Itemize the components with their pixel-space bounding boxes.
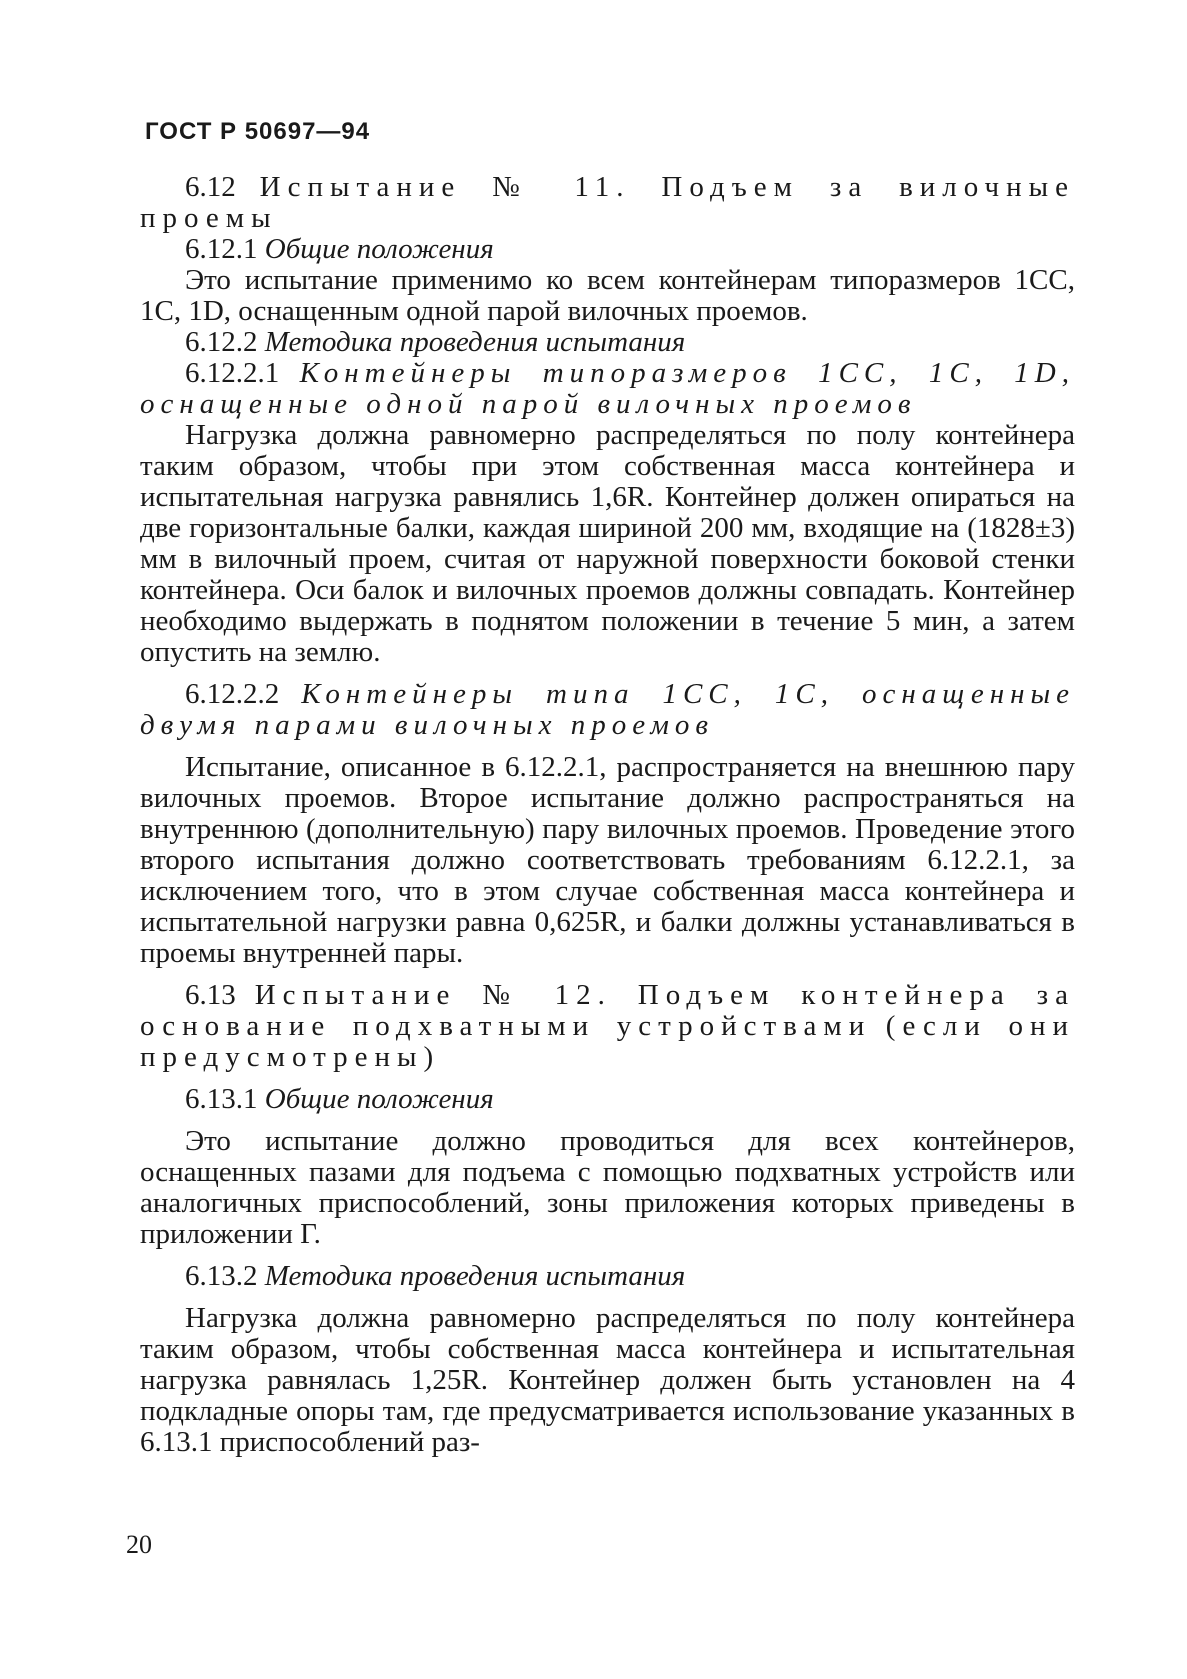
section-6-13-1-text: Это испытание должно проводиться для всех контейнеров, оснащенных пазами для подъема с помощью подхватных устройств или аналогичных приспособлений, зоны приложения которых приведены в приложении Г. bbox=[140, 1125, 1075, 1250]
section-6-12-2-1-text: Нагрузка должна равномерно распределяться по полу контейнера таким образом, чтобы при этом собственная масса контейнера и испытательная нагрузка равнялись 1,6R. Контейнер должен опираться на две горизонтальные балки, каждая шириной 200 мм, входящие на (1828±3) мм в вилочный проем, считая от наружной поверхности боковой стенки контейнера. Оси балок и вилочных проемов должны совпадать. Контейнер необходимо выдержать в поднятом положении в течение 5 мин, а затем опустить на землю. bbox=[140, 419, 1075, 668]
section-6-13-heading bbox=[140, 980, 1075, 1073]
section-title: Испытание № 11. Подъем за вилочные проемы bbox=[140, 171, 1075, 234]
section-number: 6.12 bbox=[185, 171, 236, 203]
section-title: Общие положения bbox=[264, 1083, 494, 1115]
section-6-13-2-text: Нагрузка должна равномерно распределяться по полу контейнера таким образом, чтобы собственная масса контейнера и испытательная нагрузка равнялась 1,25R. Контейнер должен быть установлен на 4 подкладные опоры там, где предусматривается использование указанных в 6.13.1 приспособлений раз- bbox=[140, 1302, 1075, 1458]
section-title: Общие положения bbox=[264, 233, 494, 265]
section-number: 6.13 bbox=[185, 979, 236, 1011]
section-number: 6.12.2 bbox=[185, 326, 258, 358]
section-title: Испытание № 12. Подъем контейнера за основание подхватными устройствами bbox=[140, 979, 1076, 1042]
section-title: Контейнеры типоразмеров 1CC, 1C, 1D, оснащенные одной парой вилочных проемов bbox=[140, 357, 1075, 420]
section-6-12-2-2-text: Испытание, описанное в 6.12.2.1, распространяется на внешнюю пару вилочных проемов. Второе испытание должно распространяться на внутреннюю (дополнительную) пару вилочных проемов. Проведение этого второго испытания должно соответствовать требованиям 6.12.2.1, за исключением того, что в этом случае собственная масса контейнера и испытательной нагрузки равна 0,625R, и балки должны устанавливаться в проемы внутренней пары. bbox=[140, 751, 1075, 969]
section-number: 6.13.2 bbox=[185, 1260, 258, 1292]
section-6-12-heading bbox=[140, 172, 1075, 234]
document-header: ГОСТ Р 50697—94 bbox=[145, 118, 371, 145]
document-body bbox=[140, 172, 1075, 1458]
page-number: 20 bbox=[126, 1530, 152, 1559]
section-6-12-2-2-heading bbox=[140, 679, 1075, 741]
section-number: 6.12.1 bbox=[185, 233, 258, 265]
section-number: 6.12.2.1 bbox=[185, 357, 280, 389]
section-6-12-2-heading bbox=[140, 327, 1075, 358]
section-title: Контейнеры типа 1CC, 1C, оснащенные двумя парами вилочных проемов bbox=[140, 678, 1075, 741]
section-title-note: (если они предусмотрены) bbox=[140, 1010, 1075, 1073]
section-6-12-2-1-heading bbox=[140, 358, 1075, 420]
section-6-13-1-heading bbox=[140, 1084, 1075, 1115]
section-6-13-2-heading bbox=[140, 1261, 1075, 1292]
section-6-12-1-text: Это испытание применимо ко всем контейнерам типоразмеров 1CC, 1C, 1D, оснащенным одной парой вилочных проемов. bbox=[140, 264, 1075, 327]
section-number: 6.13.1 bbox=[185, 1083, 258, 1115]
section-6-12-1-heading bbox=[140, 234, 1075, 265]
section-number: 6.12.2.2 bbox=[185, 678, 280, 710]
section-title: Методика проведения испытания bbox=[264, 1260, 686, 1292]
section-title: Методика проведения испытания bbox=[264, 326, 686, 358]
